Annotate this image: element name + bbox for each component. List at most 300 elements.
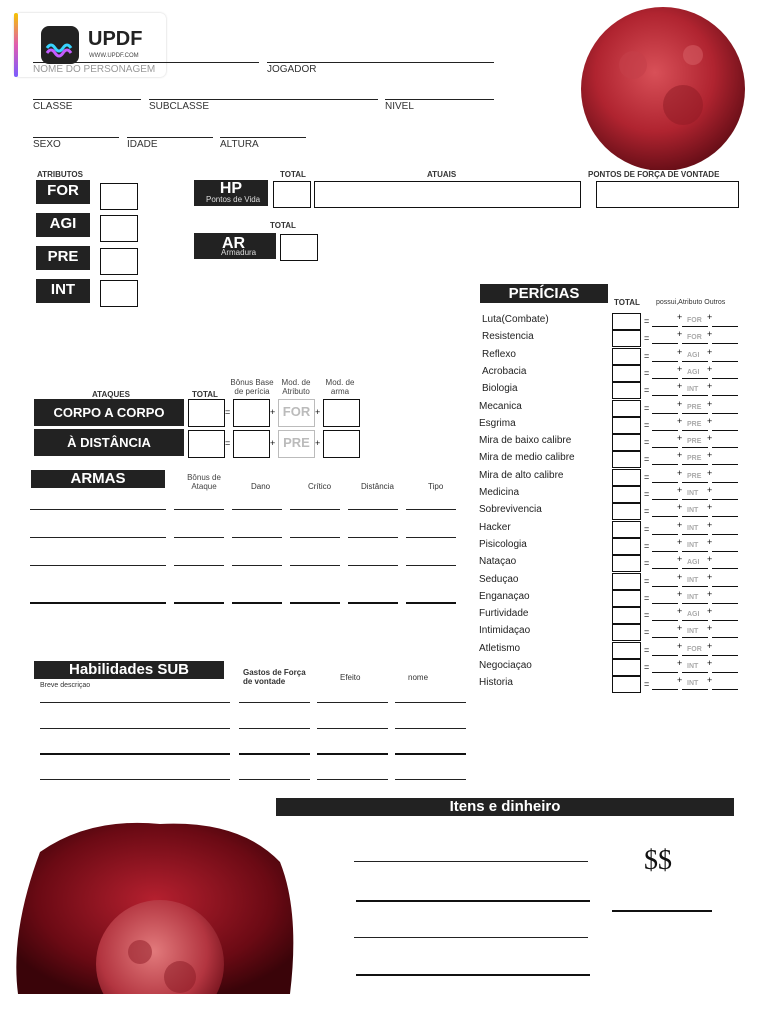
equals-sign: = [644,558,650,569]
plus-sign: + [707,554,713,565]
weapon-cell-line[interactable] [290,602,340,604]
plus-sign: + [677,381,683,392]
skill-base-line[interactable] [652,413,678,414]
plus-sign: + [677,433,683,444]
ataques-col3: Mod. de arma [325,378,355,396]
skill-attr-line[interactable] [682,586,708,587]
plus-sign: + [707,433,713,444]
habilidades-desc: Breve descriçao [40,682,91,689]
skill-total-box[interactable] [612,538,641,555]
skill-attr-hint: AGI [687,351,700,359]
ataques-total-label: TOTAL [192,390,218,399]
hp-total-input[interactable] [273,181,311,208]
skill-total-box[interactable] [612,451,641,468]
ability-cell-line[interactable] [395,753,466,755]
skill-other-line[interactable] [712,620,738,621]
skill-attr-hint: PRE [687,420,702,428]
skill-base-line[interactable] [652,655,678,656]
skill-other-line[interactable] [712,689,738,690]
attack-ranged-weapon[interactable] [323,430,360,458]
item-line-2[interactable] [356,900,590,902]
equals-sign: = [644,402,650,413]
skill-other-line[interactable] [712,603,738,604]
ability-cell-line[interactable] [239,702,310,703]
plus-sign: + [315,438,321,448]
equals-sign: = [225,438,231,448]
ataques-col1: Bônus Base de perícia [230,378,274,396]
habilidades-col-gastos: Gastos de Força de vontade [243,668,306,686]
habilidades-title: Habilidades SUB [34,661,224,679]
skill-attr-line[interactable] [682,413,708,414]
skill-attr-line[interactable] [682,568,708,569]
item-line-1[interactable] [354,861,588,862]
ability-cell-line[interactable] [395,728,466,729]
plus-sign: + [315,407,321,417]
jogador-line[interactable] [267,62,494,63]
attr-int: INT [36,279,90,303]
plus-sign: + [707,502,713,513]
money-label: $$ [644,845,672,876]
skill-base-line[interactable] [652,637,678,638]
plus-sign: + [707,346,713,357]
skill-name: Mira de medio calibre [479,452,575,464]
plus-sign: + [677,329,683,340]
attr-agi-input[interactable] [100,215,138,242]
attack-melee-base[interactable] [233,399,270,427]
attr-int-input[interactable] [100,280,138,307]
plus-sign: + [677,346,683,357]
skill-name: Furtividade [479,608,529,620]
pericias-title: PERÍCIAS [480,284,608,303]
updf-logo-icon [41,26,79,64]
plus-sign: + [707,606,713,617]
equals-sign: = [644,489,650,499]
skill-other-line[interactable] [712,447,738,448]
skill-attr-line[interactable] [682,430,708,431]
attr-for: FOR [36,180,90,204]
skill-total-box[interactable] [612,313,641,330]
armas-col-tipo: Tipo [428,482,444,491]
plus-sign: + [707,381,713,392]
hp-total-label: TOTAL [280,170,306,179]
plus-sign: + [677,554,683,565]
skill-base-line[interactable] [652,568,678,569]
skill-attr-line[interactable] [682,672,708,673]
skill-name: Esgrima [479,417,516,429]
plus-sign: + [707,588,713,599]
armas-col-dano: Dano [251,482,271,491]
ar-sub: Armadura [221,248,257,257]
skill-attr-hint: INT [687,490,699,497]
weapon-cell-line[interactable] [406,565,456,566]
weapon-cell-line[interactable] [174,565,224,566]
skill-attr-line[interactable] [682,534,708,535]
skill-total-box[interactable] [612,607,641,624]
weapon-cell-line[interactable] [348,565,398,566]
skill-attr-hint: AGI [687,368,700,376]
pericias-extra-label: possui,Atributo Outros [656,299,726,306]
plus-sign: + [677,363,683,374]
skill-other-line[interactable] [712,586,738,587]
ability-cell-line[interactable] [395,702,466,703]
plus-sign: + [707,363,713,374]
skill-base-line[interactable] [652,430,678,431]
skill-base-line[interactable] [652,361,678,362]
equals-sign: = [644,662,650,672]
equals-sign: = [644,506,650,517]
skill-base-line[interactable] [652,551,678,552]
skill-attr-line[interactable] [682,499,708,500]
sexo-line[interactable] [33,137,119,138]
equals-sign: = [644,627,650,638]
skill-attr-line[interactable] [682,343,708,344]
skill-total-box[interactable] [612,348,641,365]
plus-sign: + [677,658,683,668]
skill-total-box[interactable] [612,573,641,590]
skill-other-line[interactable] [712,395,738,396]
attack-melee-attr [278,399,315,427]
ability-cell-line[interactable] [317,702,388,703]
plus-sign: + [677,675,683,686]
skill-base-line[interactable] [652,689,678,690]
skill-total-box[interactable] [612,555,641,572]
item-line-3[interactable] [354,937,588,938]
weapon-cell-line[interactable] [290,565,340,566]
habilidades-col-nome: nome [408,673,429,682]
plus-sign: + [677,640,683,651]
plus-sign: + [677,502,683,513]
equals-sign: = [644,437,650,448]
skill-total-box[interactable] [612,365,641,382]
ability-cell-line[interactable] [40,728,230,729]
hp-current-label: ATUAIS [427,170,457,179]
skill-other-line[interactable] [712,464,738,465]
attr-agi: AGI [36,213,90,237]
ar-total-input[interactable] [280,234,318,261]
weapon-cell-line[interactable] [30,602,166,604]
habilidades-col-efeito: Efeito [340,673,361,682]
plus-sign: + [707,312,713,322]
skill-base-line[interactable] [652,672,678,673]
will-input[interactable] [596,181,739,208]
skill-attr-hint: PRE [687,472,702,480]
plus-sign: + [677,606,683,617]
ability-cell-line[interactable] [40,779,230,780]
equals-sign: = [644,644,650,655]
nivel-line[interactable] [385,99,494,100]
skill-other-line[interactable] [712,534,738,535]
weapon-cell-line[interactable] [348,537,398,538]
skill-total-box[interactable] [612,486,641,503]
skill-total-box[interactable] [612,659,641,676]
plus-sign: + [677,623,683,634]
skill-name: Mira de alto calibre [479,469,564,481]
skill-other-line[interactable] [712,361,738,362]
skill-other-line[interactable] [712,551,738,552]
weapon-cell-line[interactable] [406,602,456,604]
skill-attr-line[interactable] [682,464,708,465]
plus-sign: + [270,438,276,448]
ability-cell-line[interactable] [40,753,230,755]
weapon-cell-line[interactable] [348,509,398,510]
attack-melee-attr-text: FOR [282,404,311,419]
skill-base-line[interactable] [652,378,678,379]
ataques-title: ATAQUES [92,390,130,399]
skill-attr-hint: AGI [687,611,700,619]
plus-sign: + [677,485,683,495]
equals-sign: = [644,592,650,603]
skill-attr-line[interactable] [682,361,708,362]
skill-total-box[interactable] [612,521,641,538]
skill-attr-line[interactable] [682,395,708,396]
skill-total-box[interactable] [612,590,641,607]
ability-cell-line[interactable] [239,753,310,755]
weapon-cell-line[interactable] [406,537,456,538]
plus-sign: + [677,536,683,547]
skill-other-line[interactable] [712,499,738,500]
altura-line[interactable] [220,137,306,138]
attack-ranged-base[interactable] [233,430,270,458]
plus-sign: + [707,467,713,478]
skill-other-line[interactable] [712,516,738,517]
pericias-total-label: TOTAL [614,298,640,307]
attr-for-input[interactable] [100,183,138,210]
skill-attr-hint: INT [687,680,699,688]
skill-total-box[interactable] [612,400,641,417]
skill-attr-line[interactable] [682,516,708,517]
skill-attr-line[interactable] [682,620,708,621]
skill-name: Acrobacia [482,365,527,377]
skill-base-line[interactable] [652,464,678,465]
hp-current-input[interactable] [314,181,581,208]
skill-total-box[interactable] [612,330,641,347]
armas-col-distancia: Distância [361,482,394,491]
ability-cell-line[interactable] [317,779,388,780]
skill-attr-line[interactable] [682,482,708,483]
skill-attr-hint: INT [687,663,699,670]
atributos-title: ATRIBUTOS [37,170,83,179]
skill-attr-line[interactable] [682,655,708,656]
skill-base-line[interactable] [652,603,678,604]
skill-attr-hint: PRE [687,455,702,463]
attack-melee-weapon[interactable] [323,399,360,427]
skill-total-box[interactable] [612,382,641,399]
plus-sign: + [707,519,713,530]
skill-attr-hint: INT [687,593,699,601]
weapon-cell-line[interactable] [174,602,224,604]
skill-name: Nataçao [479,556,517,568]
ability-cell-line[interactable] [40,702,230,703]
skill-name: Mira de baixo calibre [479,435,572,447]
plus-sign: + [707,329,713,340]
weapon-cell-line[interactable] [290,537,340,538]
nivel-label: NIVEL [385,101,414,112]
skill-base-line[interactable] [652,482,678,483]
plus-sign: + [677,415,683,426]
skill-total-box[interactable] [612,503,641,520]
plus-sign: + [707,675,713,686]
skill-base-line[interactable] [652,516,678,517]
skill-other-line[interactable] [712,568,738,569]
skill-total-box[interactable] [612,434,641,451]
ataques-col2: Mod. de Atributo [281,378,311,396]
ar-badge [194,233,276,259]
ar-total-label: TOTAL [270,221,296,230]
skill-total-box[interactable] [612,642,641,659]
skill-attr-line[interactable] [682,551,708,552]
blood-moon-splash-image [10,812,300,994]
weapon-cell-line[interactable] [30,509,166,510]
plus-sign: + [677,571,683,582]
updf-brand: UPDF [88,28,143,50]
skill-total-box[interactable] [612,624,641,641]
skill-name: Mecanica [479,400,522,412]
blood-moon-image [573,5,753,170]
skill-other-line[interactable] [712,482,738,483]
weapon-cell-line[interactable] [232,537,282,538]
plus-sign: + [707,536,713,547]
plus-sign: + [677,588,683,599]
plus-sign: + [707,658,713,668]
equals-sign: = [644,316,650,326]
skill-name: Biologia [482,383,518,395]
skill-other-line[interactable] [712,672,738,673]
armas-col-bonus: Bônus de Ataque [187,473,221,491]
itens-title: Itens e dinheiro [276,798,734,816]
classe-label: CLASSE [33,101,73,112]
weapon-cell-line[interactable] [30,537,166,538]
plus-sign: + [707,571,713,582]
skill-base-line[interactable] [652,395,678,396]
weapon-cell-line[interactable] [174,509,224,510]
skill-total-box[interactable] [612,417,641,434]
plus-sign: + [707,623,713,634]
skill-name: Resistencia [482,331,534,343]
weapon-cell-line[interactable] [348,602,398,604]
ability-cell-line[interactable] [239,779,310,780]
skill-other-line[interactable] [712,343,738,344]
equals-sign: = [225,407,231,417]
updf-stripe [14,13,18,77]
equals-sign: = [644,419,650,430]
skill-attr-line[interactable] [682,689,708,690]
weapon-cell-line[interactable] [290,509,340,510]
skill-attr-line[interactable] [682,603,708,604]
skill-attr-line[interactable] [682,447,708,448]
attack-ranged-attr [278,430,315,458]
skill-attr-hint: INT [687,541,699,549]
skill-total-box[interactable] [612,676,641,693]
skill-name: Negociaçao [479,660,532,671]
weapon-cell-line[interactable] [30,565,166,566]
weapon-cell-line[interactable] [232,602,282,604]
classe-line[interactable] [33,99,141,100]
attr-pre-input[interactable] [100,248,138,275]
plus-sign: + [707,415,713,426]
weapon-cell-line[interactable] [174,537,224,538]
skill-other-line[interactable] [712,430,738,431]
attack-melee-total[interactable] [188,399,225,427]
skill-name: Intimidaçao [479,625,531,637]
skill-other-line[interactable] [712,378,738,379]
skill-name: Sobrevivencia [479,504,542,516]
weapon-cell-line[interactable] [232,509,282,510]
skill-base-line[interactable] [652,620,678,621]
plus-sign: + [677,312,683,322]
nome-label: NOME DO PERSONAGEM [33,64,156,75]
skill-other-line[interactable] [712,326,738,327]
plus-sign: + [707,640,713,651]
skill-base-line[interactable] [652,447,678,448]
skill-attr-hint: INT [687,386,699,394]
skill-total-box[interactable] [612,469,641,486]
equals-sign: = [644,471,650,482]
skill-attr-hint: FOR [687,645,702,653]
armas-col-critico: Crítico [308,482,332,491]
hp-badge [194,180,268,206]
sexo-label: SEXO [33,139,61,150]
ability-cell-line[interactable] [239,728,310,729]
subclasse-line[interactable] [149,99,378,100]
skill-name: Hacker [479,521,511,533]
skill-name: Enganaçao [479,590,530,602]
nome-line[interactable] [33,62,259,63]
equals-sign: = [644,540,650,551]
plus-sign: + [677,467,683,478]
skill-name: Luta(Combate) [482,314,549,325]
equals-sign: = [644,367,650,378]
skill-other-line[interactable] [712,637,738,638]
plus-sign: + [707,450,713,461]
plus-sign: + [707,398,713,409]
equals-sign: = [644,679,650,690]
subclasse-label: SUBCLASSE [149,101,210,112]
hp-label: HP [219,180,243,197]
skill-base-line[interactable] [652,326,678,327]
plus-sign: + [677,450,683,461]
attack-ranged-total[interactable] [188,430,225,458]
weapon-cell-line[interactable] [232,565,282,566]
skill-base-line[interactable] [652,343,678,344]
ability-cell-line[interactable] [395,779,466,780]
ability-cell-line[interactable] [317,728,388,729]
skill-attr-line[interactable] [682,378,708,379]
skill-attr-line[interactable] [682,637,708,638]
skill-attr-hint: PRE [687,438,702,446]
skill-other-line[interactable] [712,655,738,656]
skill-base-line[interactable] [652,534,678,535]
weapon-cell-line[interactable] [406,509,456,510]
skill-attr-hint: INT [687,524,699,532]
plus-sign: + [270,407,276,417]
updf-url: WWW.UPDF.COM [89,53,139,59]
will-label: PONTOS DE FORÇA DE VONTADE [588,170,720,179]
equals-sign: = [644,575,650,586]
skill-other-line[interactable] [712,413,738,414]
item-line-4[interactable] [356,974,590,976]
skill-base-line[interactable] [652,499,678,500]
idade-line[interactable] [127,137,213,138]
plus-sign: + [707,485,713,495]
ability-cell-line[interactable] [317,753,388,755]
skill-attr-line[interactable] [682,326,708,327]
equals-sign: = [644,454,650,465]
skill-attr-hint: INT [687,576,699,584]
money-line[interactable] [612,910,712,912]
plus-sign: + [677,519,683,530]
skill-attr-hint: FOR [687,317,702,324]
skill-base-line[interactable] [652,586,678,587]
